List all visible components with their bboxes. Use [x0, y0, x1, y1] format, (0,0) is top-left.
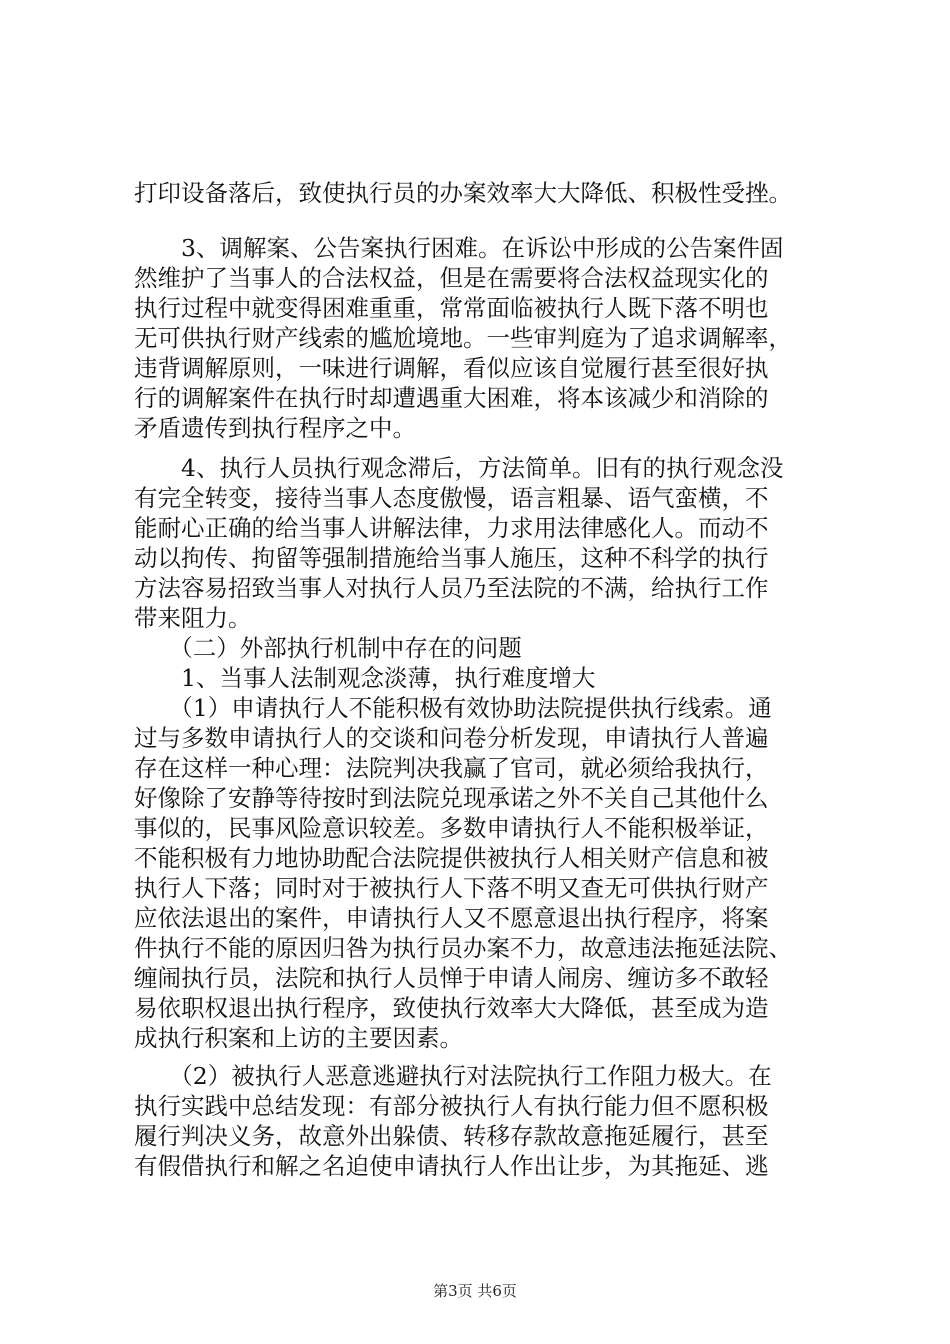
text-line: 4、执行人员执行观念滞后，方法简单。旧有的执行观念没 — [134, 454, 784, 482]
text-line: 存在这样一种心理：法院判决我赢了官司，就必须给我执行， — [134, 754, 769, 782]
text-line: 应依法退出的案件，申请执行人又不愿意退出执行程序，将案 — [134, 904, 769, 932]
page-footer: 第3页 共6页 — [433, 1282, 517, 1300]
text-line: 有假借执行和解之名迫使申请执行人作出让步，为其拖延、逃 — [134, 1152, 769, 1180]
text-line: 无可供执行财产线索的尴尬境地。一些审判庭为了追求调解率， — [134, 324, 792, 352]
text-line: （2）被执行人恶意逃避执行对法院执行工作阻力极大。在 — [134, 1062, 772, 1090]
text-line: 方法容易招致当事人对执行人员乃至法院的不满，给执行工作 — [134, 574, 769, 602]
text-line: 有完全转变，接待当事人态度傲慢，语言粗暴、语气蛮横，不 — [134, 484, 769, 512]
text-line: 好像除了安静等待按时到法院兑现承诺之外不关自己其他什么 — [134, 784, 769, 812]
text-line: 缠闹执行员，法院和执行人员惮于申请人闹房、缠访多不敢轻 — [134, 964, 769, 992]
text-line: 执行人下落；同时对于被执行人下落不明又查无可供执行财产 — [134, 874, 769, 902]
text-line: 然维护了当事人的合法权益，但是在需要将合法权益现实化的 — [134, 264, 769, 292]
subsection-heading: 1、当事人法制观念淡薄，执行难度增大 — [134, 664, 596, 692]
text-line: 行的调解案件在执行时却遭遇重大困难，将本该减少和消除的 — [134, 384, 769, 412]
text-line: 3、调解案、公告案执行困难。在诉讼中形成的公告案件固 — [134, 234, 784, 262]
text-line: 过与多数申请执行人的交谈和问卷分析发现，申请执行人普遍 — [134, 724, 769, 752]
text-line: 能耐心正确的给当事人讲解法律，力求用法律感化人。而动不 — [134, 514, 769, 542]
text-line: 矛盾遗传到执行程序之中。 — [134, 414, 416, 442]
text-line: 带来阻力。 — [134, 604, 252, 632]
text-line: 件执行不能的原因归咎为执行员办案不力，故意违法拖延法院、 — [134, 934, 792, 962]
section-heading: （二）外部执行机制中存在的问题 — [134, 634, 522, 662]
text-line: 动以拘传、拘留等强制措施给当事人施压，这种不科学的执行 — [134, 544, 769, 572]
text-line: 易依职权退出执行程序，致使执行效率大大降低，甚至成为造 — [134, 994, 769, 1022]
text-line: 成执行积案和上访的主要因素。 — [134, 1024, 463, 1052]
text-line: 事似的，民事风险意识较差。多数申请执行人不能积极举证， — [134, 814, 769, 842]
text-line: （1）申请执行人不能积极有效协助法院提供执行线索。通 — [134, 694, 772, 722]
text-line: 打印设备落后，致使执行员的办案效率大大降低、积极性受挫。 — [134, 179, 792, 207]
text-line: 履行判决义务，故意外出躲债、转移存款故意拖延履行，甚至 — [134, 1122, 769, 1150]
text-line: 执行过程中就变得困难重重，常常面临被执行人既下落不明也 — [134, 294, 769, 322]
text-line: 执行实践中总结发现：有部分被执行人有执行能力但不愿积极 — [134, 1092, 769, 1120]
text-line: 不能积极有力地协助配合法院提供被执行人相关财产信息和被 — [134, 844, 769, 872]
text-line: 违背调解原则，一味进行调解，看似应该自觉履行甚至很好执 — [134, 354, 769, 382]
